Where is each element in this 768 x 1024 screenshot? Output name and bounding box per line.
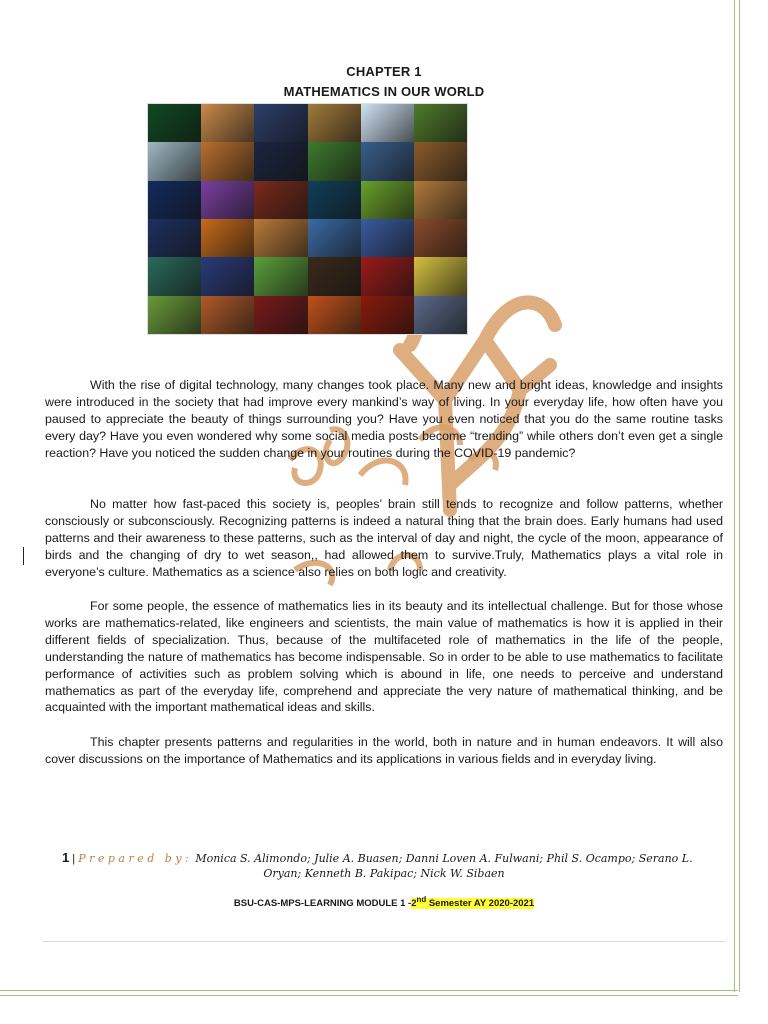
collage-tile [308,219,361,257]
collage-tile [148,257,201,295]
collage-tile [414,296,467,334]
collage-tile [254,142,307,180]
collage-tile [148,181,201,219]
collage-tile [361,181,414,219]
collage-tile [201,257,254,295]
collage-tile [201,181,254,219]
collage-tile [308,142,361,180]
page-border-bottom [0,990,738,996]
paragraph-intro-text: With the rise of digital technology, many changes took place. Many new and bright ideas, knowledge and insights were introduced in the society that had improve every mankind’s way of living. In your everyday life, how often have you paused to appreciate the beauty of things surrounding you? Have you even noticed that you do the same routine tasks every day? Have you even wondered why some social media posts become “trending” while others don’t even get a single reaction? Have you noticed the sudden change in your routines during the COVID-19 pandemic? [45,378,723,460]
footer-prepared-by [62,850,722,867]
page-number: 1 [62,850,70,865]
collage-tile [254,104,307,142]
collage-tile [254,181,307,219]
footer-divider [43,941,725,942]
collage-tile [201,219,254,257]
collage-tile [148,219,201,257]
page-border-right [734,0,740,992]
authors-line-1: Monica S. Alimondo; Julie A. Buasen; Danni Loven A. Fulwani; Phil S. Ocampo; Serano L. [195,852,693,865]
module-semester-highlight [411,895,535,910]
collage-tile [201,142,254,180]
paragraph-chapter-overview [45,734,723,768]
collage-tile [414,104,467,142]
collage-tile [148,296,201,334]
paragraph-intro [45,377,723,462]
chapter-title: MATHEMATICS IN OUR WORLD [283,84,485,99]
paragraph-patterns-text: No matter how fast-paced this society is, peoples’ brain still tends to recognize and follow patterns, whether consciously or subconsciously. Recognizing patterns is indeed a natural thing that the brain does. Early humans had used patterns and their awareness to these patterns, such as the interval of day and night, the cycle of the moon, appearance of birds and the changing of dry to wet season,, had allowed them to survive.Truly, Mathematics plays a vital role in everyone’s culture. Mathematics as a science also relies on both logic and creativity. [45,497,723,579]
collage-tile [254,219,307,257]
module-semester-suffix: nd [416,895,427,904]
module-semester-number: 2 [411,898,417,910]
paragraph-essence-text: For some people, the essence of mathematics lies in its beauty and its intellectual challenge. But for those whose works are mathematics-related, like engineers and scientists, the main value of mathematics is how it is applied in their different fields of specialization. Thus, because of the multifaceted role of mathematics in the life of the people, understanding the nature of mathematics has become indispensable. So in order to be able to use mathematics to facilitate performance of activities such as problem solving which is abound in life, one needs to perceive and understand mathematics as part of the everyday life, comprehend and appreciate the very nature of mathematical thinking, and be acquainted with the important mathematical ideas and skills. [45,599,723,715]
collage-tile [308,257,361,295]
collage-tile [361,296,414,334]
collage-tile [308,181,361,219]
chapter-heading: CHAPTER 1 [346,64,422,79]
collage-tile [308,296,361,334]
collage-tile [148,142,201,180]
paragraph-patterns [45,496,723,581]
paragraph-chapter-overview-text: This chapter presents patterns and regularities in the world, both in nature and in human endeavors. It will also cover discussions on the importance of Mathematics and its applications in various fields and in everyday living. [45,735,723,766]
collage-tile [254,296,307,334]
text-cursor [23,547,24,565]
authors-line-2: Oryan; Kenneth B. Pakipac; Nick W. Sibaen [263,867,505,880]
collage-tile [308,104,361,142]
collage-tile [414,181,467,219]
collage-tile [201,104,254,142]
paragraph-essence [45,598,723,716]
prepared-by-label: Prepared by: [78,852,193,865]
footer-separator: | [72,853,76,865]
collage-tile [414,142,467,180]
collage-tile [361,104,414,142]
mathematics-patterns-collage [148,104,467,334]
collage-tile [361,142,414,180]
collage-tile [254,257,307,295]
collage-tile [414,219,467,257]
collage-tile [148,104,201,142]
module-semester-text: Semester AY 2020-2021 [426,898,535,910]
collage-tile [361,219,414,257]
collage-tile [201,296,254,334]
module-prefix: BSU-CAS-MPS-LEARNING MODULE 1 - [233,898,412,910]
collage-tile [361,257,414,295]
module-label [0,895,768,909]
collage-tile [414,257,467,295]
